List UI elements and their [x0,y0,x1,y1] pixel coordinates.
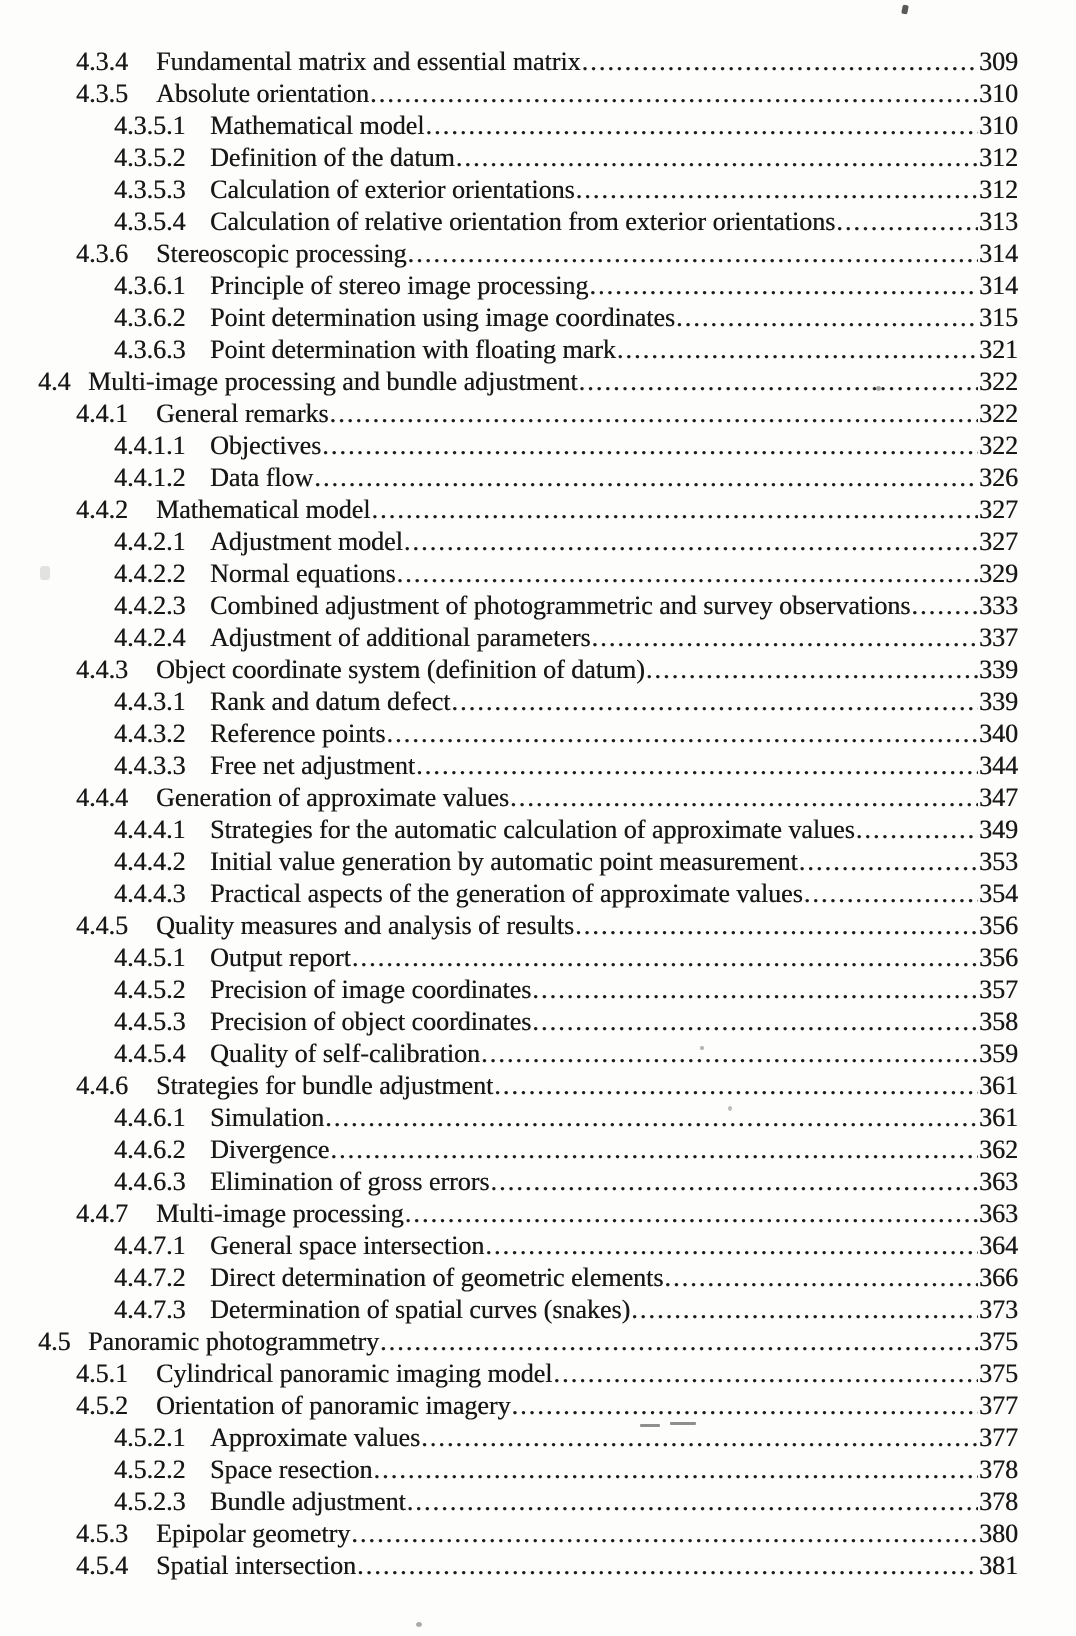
toc-entry-page: 327 [979,527,1018,556]
toc-entry-page: 313 [979,207,1018,236]
toc-entry-page: 347 [979,783,1018,812]
toc-entry-title: Normal equations [210,559,396,588]
toc-entry-number: 4.3.6.1 [114,271,186,300]
toc-entry-title: General space intersection [210,1231,485,1260]
toc-entry-title: Divergence [210,1135,330,1164]
toc-entry-page: 322 [979,367,1018,396]
toc-entry [0,110,1018,142]
toc-entry [0,1550,1018,1582]
toc-entry [0,78,1018,110]
toc-entry [0,1166,1018,1198]
toc-entry-page: 339 [979,655,1018,684]
toc-entry-number: 4.3.5.4 [114,207,186,236]
toc-entry-number: 4.4.1 [76,399,128,428]
toc-entry-page: 356 [979,943,1018,972]
scan-artifact [670,1422,696,1425]
toc-entry-page: 339 [979,687,1018,716]
toc-entry [0,1134,1018,1166]
dot-leader [408,238,978,270]
dot-leader [856,814,978,846]
toc-entry-page: 354 [979,879,1018,908]
toc-entry-page: 327 [979,495,1018,524]
dot-leader [646,654,978,686]
toc-entry-title: Spatial intersection [156,1551,357,1580]
toc-entry-page: 333 [979,591,1018,620]
toc-entry-number: 4.4.1.2 [114,463,186,492]
toc-entry-title: Panoramic photogrammetry [88,1327,379,1356]
toc-entry-number: 4.4.3.3 [114,751,186,780]
toc-entry-title: Object coordinate system (definition of datum) [156,655,645,684]
dot-leader [490,1166,978,1198]
toc-entry-title: Precision of image coordinates [210,975,532,1004]
toc-entry-number: 4.4.2.4 [114,623,186,652]
dot-leader [576,174,978,206]
toc-entry-number: 4.4.2.2 [114,559,186,588]
toc-entry [0,142,1018,174]
toc-entry-title: Space resection [210,1455,373,1484]
toc-entry-page: 364 [979,1231,1018,1260]
dot-leader [357,1550,978,1582]
toc-entry-title: Bundle adjustment [210,1487,406,1516]
toc-entry [0,238,1018,270]
dot-leader [592,622,978,654]
dot-leader [532,1006,978,1038]
scan-artifact [416,1622,422,1627]
toc-entry-page: 366 [979,1263,1018,1292]
toc-entry [0,46,1018,78]
dot-leader [510,782,978,814]
scan-artifact [728,1106,732,1111]
toc-entry-page: 312 [979,143,1018,172]
toc-entry [0,430,1018,462]
dot-leader [589,270,978,302]
toc-entry-number: 4.3.6 [76,239,128,268]
toc-entry [0,1390,1018,1422]
toc-entry-title: Fundamental matrix and essential matrix [156,47,581,76]
dot-leader [664,1262,978,1294]
toc-entry [0,494,1018,526]
toc-entry-title: Definition of the datum [210,143,455,172]
toc-entry-title: Epipolar geometry [156,1519,351,1548]
toc-entry-page: 362 [979,1135,1018,1164]
dot-leader [386,718,978,750]
toc-entry-number: 4.4.6.1 [114,1103,186,1132]
toc-entry-number: 4.4.2 [76,495,128,524]
toc-entry [0,302,1018,334]
toc-entry [0,718,1018,750]
toc-entry-number: 4.4.2.3 [114,591,186,620]
dot-leader [425,110,978,142]
toc-entry [0,1326,1018,1358]
toc-entry [0,174,1018,206]
dot-leader [575,910,978,942]
toc-entry [0,366,1018,398]
dot-leader [911,590,978,622]
dot-leader [330,1134,978,1166]
dot-leader [804,878,978,910]
dot-leader [397,558,978,590]
toc-entry-page: 377 [979,1423,1018,1452]
toc-entry-page: 378 [979,1487,1018,1516]
dot-leader [370,78,978,110]
toc-entry-number: 4.4 [38,367,71,396]
dot-leader [451,686,978,718]
toc-entry-page: 361 [979,1103,1018,1132]
toc-entry-title: Multi-image processing and bundle adjustment [88,367,578,396]
toc-entry-number: 4.3.6.2 [114,303,186,332]
toc-entry [0,558,1018,590]
dot-leader [373,1454,978,1486]
toc-entry-page: 344 [979,751,1018,780]
toc-entry [0,782,1018,814]
toc-entry [0,1486,1018,1518]
toc-entry-page: 375 [979,1327,1018,1356]
dot-leader [352,942,978,974]
toc-entry-page: 309 [979,47,1018,76]
toc-entry-page: 356 [979,911,1018,940]
toc-entry-page: 373 [979,1295,1018,1324]
toc-entry-title: Quality of self-calibration [210,1039,481,1068]
scan-artifact [640,1424,660,1427]
scan-artifact [901,4,909,14]
toc-entry [0,878,1018,910]
toc-entry-page: 321 [979,335,1018,364]
toc-entry [0,1358,1018,1390]
dot-leader [799,846,978,878]
dot-leader [314,462,978,494]
toc-entry-page: 363 [979,1199,1018,1228]
toc-entry-title: Strategies for the automatic calculation of approximate values [210,815,855,844]
toc-entry-title: Cylindrical panoramic imaging model [156,1359,553,1388]
toc-entry-page: 314 [979,271,1018,300]
toc-entry-page: 363 [979,1167,1018,1196]
dot-leader [631,1294,978,1326]
dot-leader [404,526,978,558]
toc-entry-number: 4.4.5 [76,911,128,940]
toc-entry-page: 322 [979,399,1018,428]
toc-entry-title: Absolute orientation [156,79,370,108]
dot-leader [405,1198,978,1230]
toc-entry-page: 353 [979,847,1018,876]
toc-entry-number: 4.4.7.3 [114,1295,186,1324]
toc-entry [0,334,1018,366]
toc-entry-number: 4.4.5.4 [114,1039,186,1068]
toc-entry-number: 4.4.4.2 [114,847,186,876]
dot-leader [676,302,978,334]
toc-entry-title: Precision of object coordinates [210,1007,532,1036]
toc-entry-title: Mathematical model [156,495,371,524]
toc-entry [0,1102,1018,1134]
toc-entry-number: 4.4.5.1 [114,943,186,972]
toc-list [0,46,1018,1582]
toc-entry-page: 315 [979,303,1018,332]
dot-leader [380,1326,978,1358]
scan-artifact [876,386,881,391]
toc-entry-number: 4.5.2.3 [114,1487,186,1516]
toc-entry-title: Stereoscopic processing [156,239,407,268]
dot-leader [579,366,978,398]
toc-entry-number: 4.4.6.3 [114,1167,186,1196]
toc-entry [0,1262,1018,1294]
toc-entry-title: Objectives [210,431,322,460]
toc-entry-title: Adjustment of additional parameters [210,623,591,652]
toc-entry-page: 337 [979,623,1018,652]
dot-leader [617,334,978,366]
toc-entry [0,1454,1018,1486]
dot-leader [421,1422,978,1454]
toc-entry-page: 361 [979,1071,1018,1100]
toc-entry-title: Practical aspects of the generation of approximate values [210,879,803,908]
toc-entry-number: 4.4.4.3 [114,879,186,908]
toc-entry-title: Data flow [210,463,314,492]
toc-entry-number: 4.4.4 [76,783,128,812]
toc-entry-number: 4.4.4.1 [114,815,186,844]
toc-entry-title: General remarks [156,399,329,428]
toc-entry [0,1518,1018,1550]
toc-entry-page: 357 [979,975,1018,1004]
dot-leader [456,142,978,174]
toc-entry-page: 359 [979,1039,1018,1068]
toc-entry-title: Point determination using image coordinates [210,303,676,332]
toc-entry-page: 381 [979,1551,1018,1580]
toc-entry-page: 378 [979,1455,1018,1484]
dot-leader [322,430,978,462]
toc-entry-title: Generation of approximate values [156,783,510,812]
toc-entry [0,462,1018,494]
toc-entry-title: Elimination of gross errors [210,1167,490,1196]
toc-entry-number: 4.4.3.1 [114,687,186,716]
toc-entry-title: Strategies for bundle adjustment [156,1071,494,1100]
toc-entry-title: Calculation of exterior orientations [210,175,575,204]
toc-entry-title: Simulation [210,1103,325,1132]
toc-entry [0,1422,1018,1454]
toc-entry-page: 312 [979,175,1018,204]
dot-leader [836,206,978,238]
toc-entry [0,910,1018,942]
dot-leader [325,1102,978,1134]
toc-entry [0,814,1018,846]
toc-entry-number: 4.3.5.1 [114,111,186,140]
toc-entry-page: 329 [979,559,1018,588]
toc-entry-title: Adjustment model [210,527,403,556]
toc-entry [0,974,1018,1006]
toc-entry-page: 326 [979,463,1018,492]
toc-entry-page: 322 [979,431,1018,460]
toc-entry-number: 4.5.2.2 [114,1455,186,1484]
toc-entry-title: Approximate values [210,1423,421,1452]
toc-entry-number: 4.5.2.1 [114,1423,186,1452]
dot-leader [532,974,978,1006]
toc-entry-number: 4.4.6.2 [114,1135,186,1164]
dot-leader [351,1518,978,1550]
toc-entry-number: 4.3.5 [76,79,128,108]
toc-entry-title: Quality measures and analysis of results [156,911,575,940]
dot-leader [407,1486,978,1518]
toc-entry-number: 4.3.5.3 [114,175,186,204]
toc-entry-title: Initial value generation by automatic point measurement [210,847,798,876]
toc-entry [0,590,1018,622]
toc-entry [0,686,1018,718]
toc-entry-number: 4.4.7 [76,1199,128,1228]
toc-entry-title: Multi-image processing [156,1199,404,1228]
toc-entry-page: 340 [979,719,1018,748]
toc-entry-page: 310 [979,79,1018,108]
dot-leader [553,1358,978,1390]
toc-entry-number: 4.3.5.2 [114,143,186,172]
toc-entry [0,1006,1018,1038]
toc-entry-number: 4.4.3 [76,655,128,684]
toc-entry-number: 4.4.1.1 [114,431,186,460]
toc-entry-number: 4.5.4 [76,1551,128,1580]
toc-entry-title: Principle of stereo image processing [210,271,589,300]
toc-entry-title: Direct determination of geometric elements [210,1263,664,1292]
toc-entry-title: Free net adjustment [210,751,416,780]
toc-entry-page: 377 [979,1391,1018,1420]
toc-entry-title: Mathematical model [210,111,425,140]
toc-entry-number: 4.4.3.2 [114,719,186,748]
toc-entry [0,942,1018,974]
toc-entry-number: 4.4.5.2 [114,975,186,1004]
scan-artifact [700,1046,704,1050]
toc-entry-number: 4.4.5.3 [114,1007,186,1036]
toc-entry-number: 4.4.7.2 [114,1263,186,1292]
toc-entry-title: Determination of spatial curves (snakes) [210,1295,631,1324]
toc-entry [0,526,1018,558]
dot-leader [582,46,978,78]
toc-entry [0,1294,1018,1326]
toc-entry-page: 310 [979,111,1018,140]
toc-entry-title: Calculation of relative orientation from exterior orientations [210,207,836,236]
toc-entry-number: 4.4.6 [76,1071,128,1100]
toc-entry-page: 314 [979,239,1018,268]
toc-entry-page: 380 [979,1519,1018,1548]
toc-entry [0,1230,1018,1262]
toc-entry [0,622,1018,654]
toc-entry [0,398,1018,430]
toc-entry-title: Orientation of panoramic imagery [156,1391,511,1420]
toc-entry [0,206,1018,238]
toc-entry-number: 4.5 [38,1327,71,1356]
toc-entry [0,270,1018,302]
toc-entry-title: Point determination with floating mark [210,335,616,364]
toc-entry [0,1198,1018,1230]
toc-entry-number: 4.5.3 [76,1519,128,1548]
toc-entry-number: 4.4.7.1 [114,1231,186,1260]
dot-leader [511,1390,978,1422]
toc-entry-title: Combined adjustment of photogrammetric and survey observations [210,591,911,620]
toc-entry-page: 349 [979,815,1018,844]
dot-leader [330,398,978,430]
toc-entry-number: 4.3.6.3 [114,335,186,364]
toc-entry-number: 4.5.2 [76,1391,128,1420]
toc-entry-number: 4.5.1 [76,1359,128,1388]
toc-entry [0,750,1018,782]
scan-artifact [40,566,50,580]
toc-entry-page: 358 [979,1007,1018,1036]
toc-entry [0,654,1018,686]
toc-entry-title: Rank and datum defect [210,687,451,716]
toc-entry-title: Output report [210,943,351,972]
dot-leader [494,1070,978,1102]
toc-entry-number: 4.3.4 [76,47,128,76]
toc-entry [0,1070,1018,1102]
dot-leader [481,1038,978,1070]
dot-leader [485,1230,978,1262]
toc-entry-number: 4.4.2.1 [114,527,186,556]
toc-entry-title: Reference points [210,719,386,748]
toc-entry-page: 375 [979,1359,1018,1388]
dot-leader [371,494,978,526]
toc-entry [0,1038,1018,1070]
toc-entry [0,846,1018,878]
dot-leader [416,750,978,782]
